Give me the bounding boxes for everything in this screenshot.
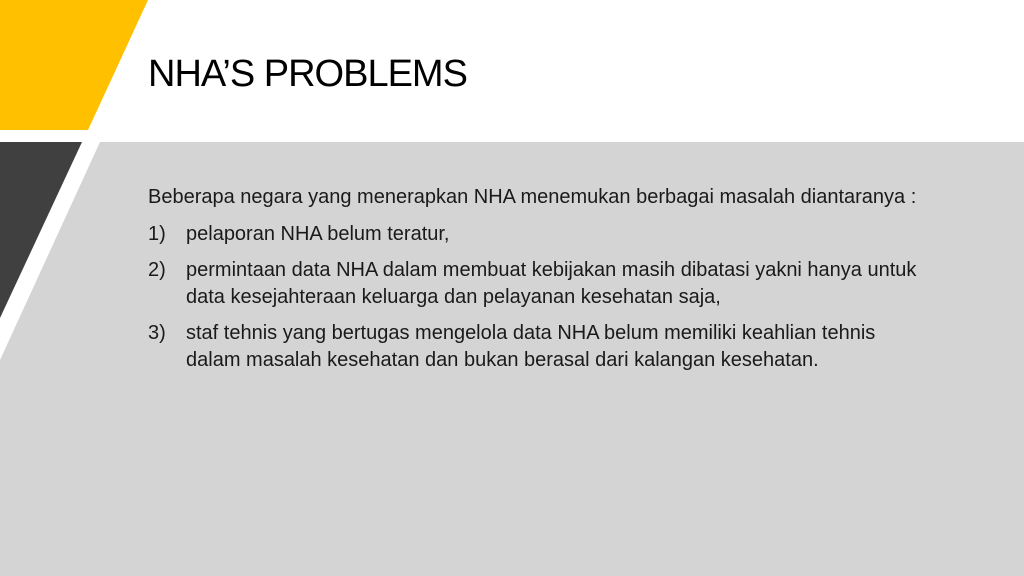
slide-title: NHA’S PROBLEMS bbox=[148, 53, 467, 95]
list-item-number: 3) bbox=[148, 322, 166, 344]
list-item bbox=[148, 221, 918, 248]
list-item bbox=[148, 257, 918, 311]
slide-content bbox=[148, 184, 918, 383]
list-item-number: 2) bbox=[148, 259, 166, 281]
list-item-number: 1) bbox=[148, 223, 166, 245]
list-item-text: pelaporan NHA belum teratur, bbox=[186, 223, 450, 245]
intro-text: Beberapa negara yang menerapkan NHA menemukan berbagai masalah diantaranya : bbox=[148, 186, 917, 208]
list-item-text: staf tehnis yang bertugas mengelola data NHA belum memiliki keahlian tehnis dalam masalah kesehatan dan bukan berasal dari kalangan kesehatan. bbox=[186, 322, 876, 371]
problem-list bbox=[148, 221, 918, 374]
list-item-text: permintaan data NHA dalam membuat kebijakan masih dibatasi yakni hanya untuk data kesejahteraan keluarga dan pelayanan kesehatan saja, bbox=[186, 259, 917, 308]
list-item bbox=[148, 320, 918, 374]
